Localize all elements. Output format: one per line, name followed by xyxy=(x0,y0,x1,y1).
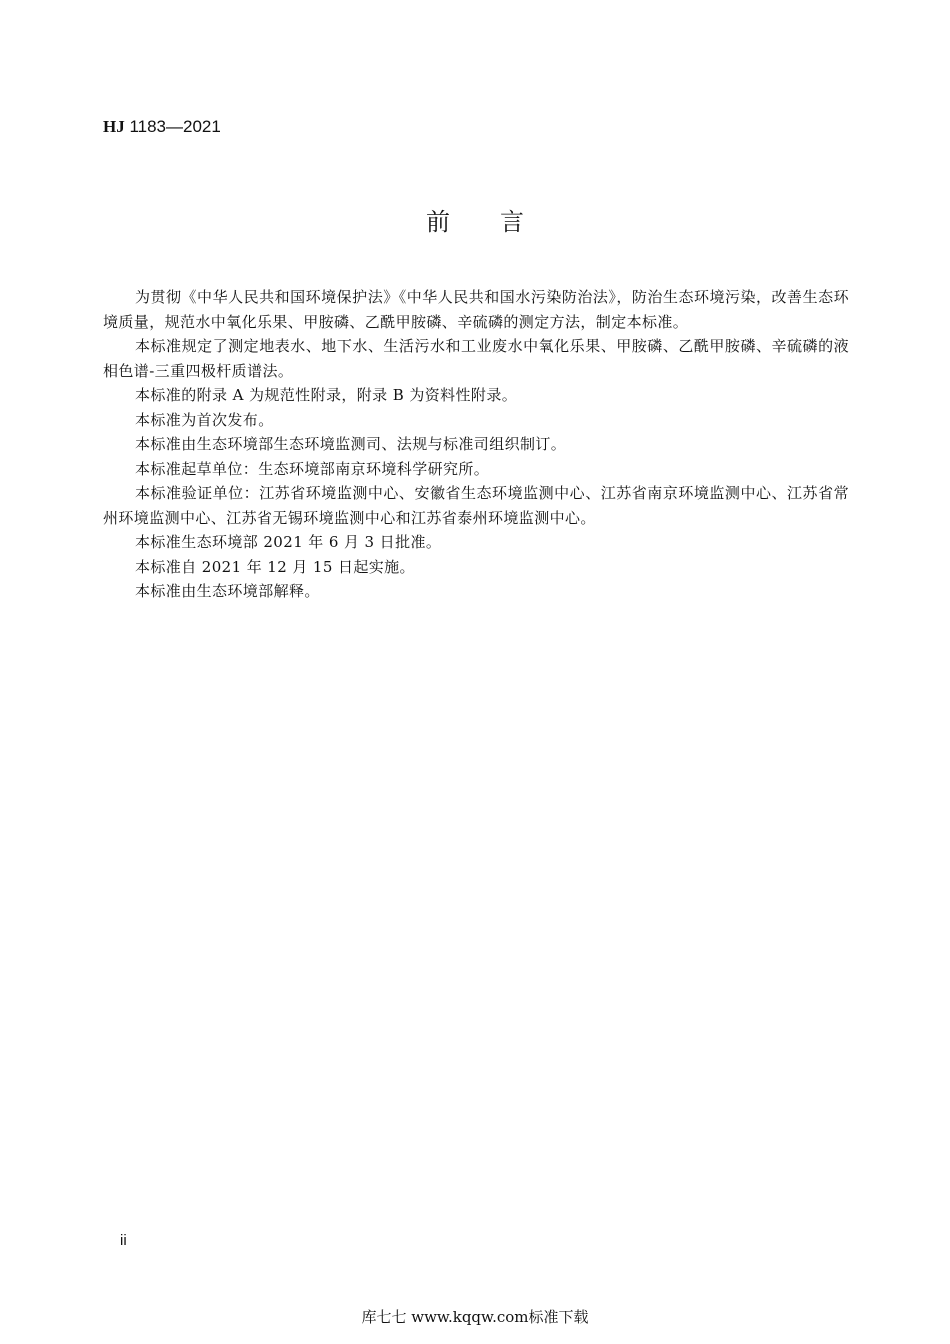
paragraph: 本标准由生态环境部生态环境监测司、法规与标准司组织制订。 xyxy=(135,435,567,453)
paragraph: 本标准起草单位：生态环境部南京环境科学研究所。 xyxy=(135,459,490,478)
document-header xyxy=(103,116,221,138)
watermark-footer: 库七七 www.kqqw.com标准下载 xyxy=(361,1308,589,1326)
foreword-body xyxy=(103,285,849,604)
paragraph: 本标准由生态环境部解释。 xyxy=(135,582,320,600)
paragraph: 本标准自 2021 年 12 月 15 日起实施。 xyxy=(135,557,415,576)
page-title: 前言 xyxy=(426,208,574,236)
standard-code: HJ xyxy=(103,117,125,136)
paragraph: 本标准规定了测定地表水、地下水、生活污水和工业废水中氧化乐果、甲胺磷、乙酰甲胺磷、辛硫磷的液相色谱-三重四极杆质谱法。 xyxy=(103,337,849,380)
paragraph: 为贯彻《中华人民共和国环境保护法》《中华人民共和国水污染防治法》，防治生态环境污染，改善生态环境质量，规范水中氧化乐果、甲胺磷、乙酰甲胺磷、辛硫磷的测定方法，制定本标准。 xyxy=(103,288,849,331)
paragraph: 本标准为首次发布。 xyxy=(135,410,274,429)
paragraph: 本标准验证单位：江苏省环境监测中心、安徽省生态环境监测中心、江苏省南京环境监测中心、江苏省常州环境监测中心、江苏省无锡环境监测中心和江苏省泰州环境监测中心。 xyxy=(103,484,849,527)
paragraph: 本标准的附录 A 为规范性附录，附录 B 为资料性附录。 xyxy=(135,386,518,404)
standard-number: 1183—2021 xyxy=(124,117,221,136)
page-number: ii xyxy=(120,1232,127,1249)
paragraph: 本标准生态环境部 2021 年 6 月 3 日批准。 xyxy=(135,533,442,551)
